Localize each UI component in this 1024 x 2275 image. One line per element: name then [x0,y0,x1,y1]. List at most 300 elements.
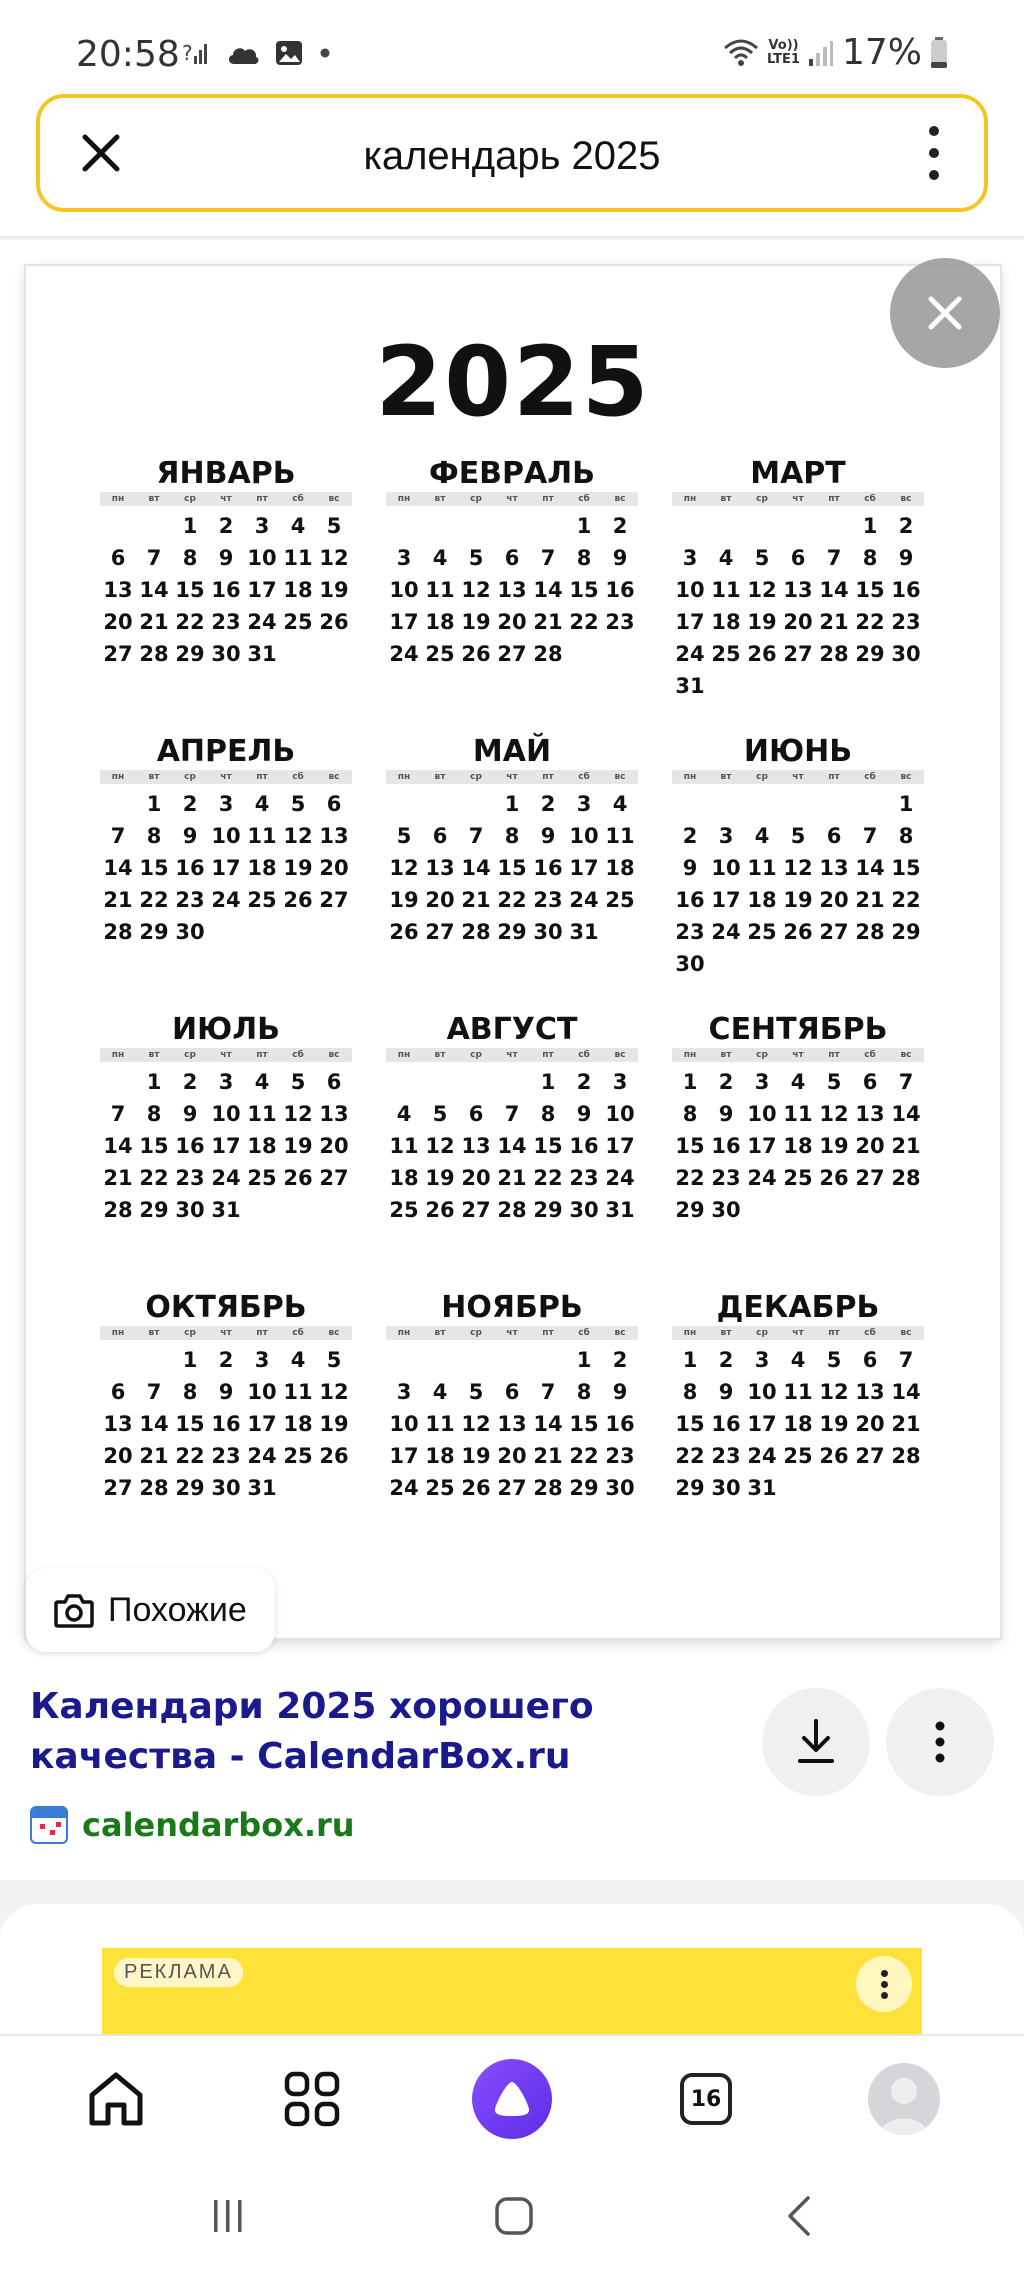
favicon-icon [30,1806,68,1844]
ad-more-button[interactable] [856,1956,912,2012]
weekday-label: ср [756,772,768,782]
calendar-day: 5 [826,1070,842,1094]
weekday-label: чт [792,1050,804,1060]
month-name: ДЕКАБРЬ [716,1290,880,1325]
calendar-day: 16 [211,578,241,602]
empty-day [136,510,172,542]
result-more-button[interactable] [886,1688,994,1796]
calendar-day: 26 [819,1166,849,1190]
calendar-day: 25 [425,1476,455,1500]
calendar-day: 18 [711,610,741,634]
calendar-day: 28 [819,642,849,666]
calendar-day: 6 [468,1102,484,1126]
lte-bottom-label: LTE1 [767,51,800,67]
calendar-day: 23 [711,1166,741,1190]
calendar-day: 30 [533,920,563,944]
close-preview-button[interactable] [890,258,1000,368]
cell-signal-icon [808,39,834,67]
day-grid [386,510,638,670]
home-square-icon [493,2195,535,2237]
system-navigation [0,2158,1024,2275]
calendar-day: 28 [891,1444,921,1468]
calendar-day: 8 [182,546,198,570]
calendar-day: 14 [533,578,563,602]
calendar-day: 3 [612,1070,628,1094]
calendar-month [672,1290,924,1568]
calendar-day: 7 [146,1380,162,1404]
calendar-day: 23 [605,610,635,634]
calendar-day: 21 [855,888,885,912]
calendar-day: 25 [783,1444,813,1468]
calendar-day: 1 [576,1348,592,1372]
weekday-header [386,1326,638,1340]
weekday-label: пн [111,772,125,782]
weekday-label: сб [292,1328,304,1338]
weekday-label: пт [542,1050,554,1060]
empty-day [672,788,708,820]
weekday-label: ср [470,1328,482,1338]
empty-day [100,510,136,542]
calendar-day: 4 [290,514,306,538]
calendar-day: 10 [389,578,419,602]
empty-day [816,788,852,820]
calendar-day: 10 [247,546,277,570]
calendar-months [100,456,956,1568]
weekday-label: вс [614,1050,626,1060]
calendar-day: 14 [819,578,849,602]
calendar-day: 17 [747,1412,777,1436]
calendar-day: 15 [139,856,169,880]
calendar-day: 12 [783,856,813,880]
calendar-day: 21 [819,610,849,634]
weekday-header [672,770,924,784]
calendar-day: 13 [425,856,455,880]
weekday-label: ср [756,494,768,504]
calendar-day: 11 [247,1102,277,1126]
home-button[interactable] [66,2054,166,2144]
weekday-label: вс [614,772,626,782]
calendar-day: 30 [891,642,921,666]
calendar-month [672,456,924,734]
calendar-day: 24 [389,1476,419,1500]
weekday-label: чт [792,1328,804,1338]
calendar-day: 22 [139,888,169,912]
weekday-label: сб [292,772,304,782]
calendar-day: 28 [103,1198,133,1222]
download-button[interactable] [762,1688,870,1796]
home-system-button[interactable] [474,2186,554,2246]
calendar-day: 17 [569,856,599,880]
weekday-label: вт [434,1050,446,1060]
empty-day [708,788,744,820]
calendar-day: 28 [533,1476,563,1500]
calendar-day: 16 [175,1134,205,1158]
weekday-label: сб [578,494,590,504]
home-icon [84,2067,148,2131]
calendar-day: 25 [605,888,635,912]
weekday-header [100,1048,352,1062]
services-button[interactable] [262,2054,362,2144]
calendar-day: 4 [396,1102,412,1126]
calendar-day: 12 [461,578,491,602]
result-title-link[interactable]: Календари 2025 хорошего качества - CalendarBox.ru [30,1686,594,1777]
month-name: ИЮЛЬ [171,1012,281,1047]
calendar-day: 22 [569,610,599,634]
month-name: СЕНТЯБРЬ [708,1012,888,1047]
image-preview[interactable] [26,266,1000,1638]
weekday-label: пт [828,772,840,782]
signal-icon [182,38,212,68]
calendar-day: 5 [468,1380,484,1404]
weekday-label: пн [111,1328,125,1338]
empty-day [780,510,816,542]
day-grid [100,1066,352,1226]
more-vertical-icon[interactable] [914,120,954,186]
calendar-day: 20 [497,1444,527,1468]
empty-day [494,510,530,542]
calendar-day: 29 [497,920,527,944]
calendar-day: 3 [218,1070,234,1094]
calendar-day: 31 [569,920,599,944]
weekday-label: ср [470,494,482,504]
calendar-day: 13 [497,1412,527,1436]
download-icon [794,1717,838,1767]
calendar-day: 22 [497,888,527,912]
calendar-day: 10 [711,856,741,880]
calendar-day: 24 [389,642,419,666]
calendar-day: 25 [283,1444,313,1468]
calendar-day: 10 [389,1412,419,1436]
calendar-day: 20 [497,610,527,634]
weekday-label: пн [111,1050,125,1060]
calendar-day: 14 [139,578,169,602]
weekday-label: вс [900,772,912,782]
calendar-day: 18 [425,1444,455,1468]
calendar-day: 14 [103,856,133,880]
calendar-day: 3 [754,1348,770,1372]
calendar-day: 25 [425,642,455,666]
calendar-day: 1 [682,1348,698,1372]
profile-button[interactable] [854,2054,954,2144]
calendar-day: 24 [747,1166,777,1190]
calendar-day: 14 [891,1102,921,1126]
calendar-day: 15 [569,1412,599,1436]
calendar-day: 24 [247,610,277,634]
empty-day [458,1066,494,1098]
calendar-day: 27 [497,1476,527,1500]
calendar-day: 3 [718,824,734,848]
calendar-day: 18 [389,1166,419,1190]
calendar-day: 23 [211,610,241,634]
empty-day [100,1066,136,1098]
calendar-day: 8 [862,546,878,570]
weekday-header [386,492,638,506]
calendar-day: 16 [175,856,205,880]
month-name: АВГУСТ [446,1012,578,1047]
weekday-label: вт [720,1050,732,1060]
calendar-day: 6 [110,1380,126,1404]
month-name: ЯНВАРЬ [156,456,296,491]
day-grid [100,788,352,948]
calendar-day: 4 [254,1070,270,1094]
weekday-label: чт [506,772,518,782]
weekday-label: сб [578,772,590,782]
calendar-day: 12 [819,1102,849,1126]
calendar-day: 20 [103,1444,133,1468]
ad-banner[interactable] [102,1948,922,2034]
calendar-day: 13 [319,824,349,848]
weekday-label: пт [828,1050,840,1060]
calendar-day: 11 [425,1412,455,1436]
alice-button[interactable] [462,2054,562,2144]
calendar-day: 6 [826,824,842,848]
calendar-day: 6 [432,824,448,848]
weekday-label: вт [720,494,732,504]
weekday-label: вс [900,1050,912,1060]
calendar-day: 26 [319,1444,349,1468]
calendar-day: 2 [182,792,198,816]
calendar-day: 10 [747,1102,777,1126]
weekday-label: чт [506,1328,518,1338]
weekday-label: пн [397,1050,411,1060]
calendar-day: 13 [783,578,813,602]
calendar-day: 30 [711,1476,741,1500]
source-site[interactable] [30,1806,355,1844]
weekday-label: пт [542,1328,554,1338]
month-name: ИЮНЬ [743,734,853,769]
wifi-icon [723,38,759,68]
calendar-day: 6 [326,792,342,816]
calendar-day: 10 [747,1380,777,1404]
gallery-icon [274,38,304,68]
weekday-label: вт [434,772,446,782]
search-query[interactable]: календарь 2025 [363,134,661,178]
calendar-day: 13 [819,856,849,880]
weekday-label: вс [328,1050,340,1060]
calendar-day: 17 [211,1134,241,1158]
weekday-label: пн [397,1328,411,1338]
calendar-day: 14 [461,856,491,880]
calendar-day: 16 [891,578,921,602]
calendar-day: 22 [569,1444,599,1468]
similar-button[interactable] [26,1568,275,1652]
calendar-day: 18 [425,610,455,634]
source-domain[interactable]: calendarbox.ru [82,1806,355,1844]
empty-day [458,510,494,542]
back-button[interactable] [760,2186,840,2246]
calendar-day: 16 [711,1412,741,1436]
calendar-day: 27 [497,642,527,666]
calendar-day: 1 [862,514,878,538]
calendar-day: 11 [747,856,777,880]
calendar-day: 7 [540,1380,556,1404]
calendar-day: 19 [819,1412,849,1436]
month-name: МАРТ [750,456,846,491]
empty-day [530,1344,566,1376]
battery-icon [930,37,948,69]
calendar-day: 5 [290,792,306,816]
weekday-label: пн [683,772,697,782]
calendar-day: 26 [425,1198,455,1222]
day-grid [386,788,638,948]
calendar-day: 23 [211,1444,241,1468]
day-grid [100,510,352,670]
empty-day [494,1344,530,1376]
calendar-day: 16 [533,856,563,880]
calendar-day: 7 [504,1102,520,1126]
weekday-label: пн [683,1328,697,1338]
calendar-month [100,1290,352,1568]
calendar-day: 8 [576,546,592,570]
month-name: АПРЕЛЬ [156,734,296,769]
day-grid [386,1066,638,1226]
calendar-day: 21 [497,1166,527,1190]
back-icon [780,2194,820,2238]
calendar-day: 27 [319,888,349,912]
weekday-label: пн [683,1050,697,1060]
calendar-day: 1 [182,514,198,538]
calendar-day: 12 [389,856,419,880]
weekday-label: ср [756,1050,768,1060]
tabs-button[interactable] [656,2054,756,2144]
calendar-day: 1 [146,1070,162,1094]
calendar-day: 23 [533,888,563,912]
empty-day [708,510,744,542]
calendar-day: 8 [540,1102,556,1126]
calendar-day: 13 [103,1412,133,1436]
calendar-day: 21 [461,888,491,912]
calendar-day: 13 [103,578,133,602]
calendar-day: 22 [175,1444,205,1468]
calendar-day: 29 [891,920,921,944]
calendar-day: 13 [855,1102,885,1126]
calendar-day: 23 [675,920,705,944]
calendar-day: 29 [675,1198,705,1222]
calendar-day: 18 [747,888,777,912]
calendar-day: 15 [675,1412,705,1436]
empty-day [386,1344,422,1376]
calendar-day: 2 [682,824,698,848]
empty-day [458,1344,494,1376]
calendar-day: 27 [855,1444,885,1468]
calendar-day: 19 [747,610,777,634]
calendar-day: 27 [855,1166,885,1190]
empty-day [422,788,458,820]
calendar-day: 2 [218,514,234,538]
calendar-day: 27 [783,642,813,666]
month-name: ФЕВРАЛЬ [428,456,596,491]
weekday-label: пн [683,494,697,504]
calendar-day: 17 [247,1412,277,1436]
calendar-day: 17 [389,1444,419,1468]
calendar-day: 17 [211,856,241,880]
status-time: 20:58 [76,34,180,75]
calendar-day: 1 [540,1070,556,1094]
calendar-day: 4 [754,824,770,848]
calendar-day: 21 [103,1166,133,1190]
recent-apps-button[interactable] [188,2186,268,2246]
calendar-day: 19 [283,856,313,880]
calendar-day: 31 [247,642,277,666]
calendar-day: 22 [891,888,921,912]
day-grid [100,1344,352,1504]
empty-day [816,510,852,542]
calendar-day: 19 [283,1134,313,1158]
calendar-day: 26 [283,888,313,912]
calendar-day: 28 [497,1198,527,1222]
weekday-label: вс [900,494,912,504]
close-icon [925,293,965,333]
calendar-day: 30 [675,952,705,976]
calendar-day: 25 [247,888,277,912]
day-grid [672,1066,924,1226]
calendar-day: 15 [891,856,921,880]
search-bar[interactable] [36,94,988,212]
weekday-label: вс [328,494,340,504]
calendar-day: 11 [283,546,313,570]
calendar-day: 31 [247,1476,277,1500]
calendar-day: 29 [569,1476,599,1500]
calendar-day: 9 [898,546,914,570]
calendar-day: 25 [747,920,777,944]
calendar-day: 25 [283,610,313,634]
calendar-day: 14 [103,1134,133,1158]
calendar-day: 17 [605,1134,635,1158]
weekday-label: вс [328,772,340,782]
weekday-label: пт [256,494,268,504]
dot-icon [318,46,332,60]
alice-icon [472,2059,552,2139]
calendar-day: 16 [675,888,705,912]
weekday-label: пт [542,772,554,782]
weekday-label: ср [184,1328,196,1338]
calendar-day: 26 [747,642,777,666]
calendar-day: 9 [218,1380,234,1404]
weekday-label: ср [184,494,196,504]
calendar-day: 30 [175,920,205,944]
calendar-day: 24 [747,1444,777,1468]
weekday-label: чт [506,1050,518,1060]
calendar-day: 12 [283,824,313,848]
status-right-icons [723,32,948,73]
calendar-day: 22 [533,1166,563,1190]
calendar-day: 7 [862,824,878,848]
calendar-day: 21 [533,1444,563,1468]
calendar-day: 20 [855,1412,885,1436]
calendar-day: 18 [783,1412,813,1436]
calendar-day: 29 [533,1198,563,1222]
calendar-day: 22 [175,610,205,634]
day-grid [672,788,924,980]
calendar-day: 2 [540,792,556,816]
calendar-day: 3 [396,1380,412,1404]
calendar-day: 13 [319,1102,349,1126]
weekday-label: сб [864,772,876,782]
empty-day [100,788,136,820]
weekday-label: чт [220,494,232,504]
calendar-day: 27 [319,1166,349,1190]
calendar-day: 3 [254,514,270,538]
calendar-day: 2 [612,1348,628,1372]
calendar-day: 19 [319,578,349,602]
calendar-day: 22 [675,1166,705,1190]
calendar-day: 17 [711,888,741,912]
weekday-label: вт [148,772,160,782]
calendar-day: 20 [855,1134,885,1158]
calendar-day: 16 [211,1412,241,1436]
calendar-day: 30 [211,1476,241,1500]
empty-day [100,1344,136,1376]
